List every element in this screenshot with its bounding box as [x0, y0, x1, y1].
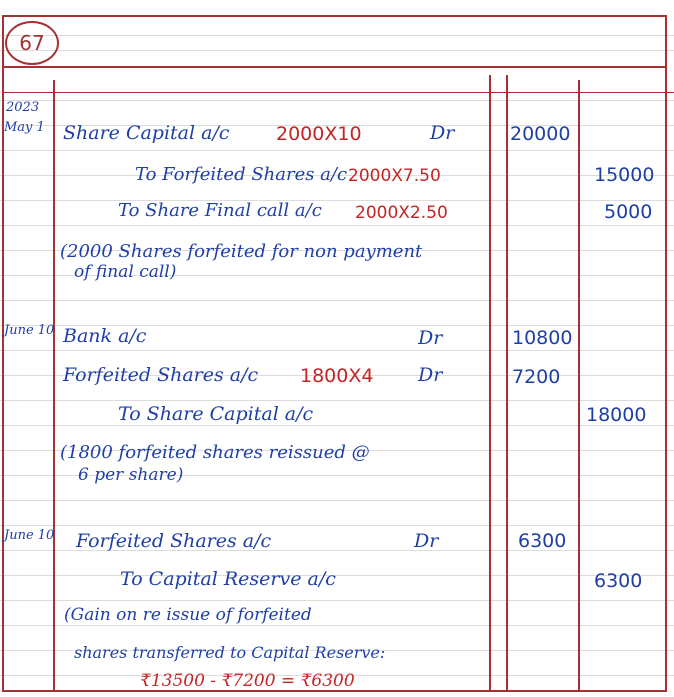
- narration-line: (1800 forfeited shares reissued @: [60, 442, 370, 463]
- debit-credit-rule: [578, 80, 580, 692]
- narration-line: (2000 Shares forfeited for non payment: [60, 241, 423, 262]
- ruled-line: [0, 35, 674, 36]
- ruled-line: [0, 425, 674, 426]
- ruled-line: [0, 525, 674, 526]
- entry-date: May 1: [4, 120, 45, 135]
- narration-line: shares transferred to Capital Reserve:: [74, 643, 386, 662]
- ruled-line: [0, 600, 674, 601]
- entry-account: Share Capital a/c: [63, 122, 230, 144]
- entry-calc: 1800X4: [300, 365, 374, 387]
- credit-amount: 15000: [594, 164, 655, 186]
- credit-amount: 5000: [604, 201, 653, 223]
- credit-amount: 6300: [594, 570, 643, 592]
- entry-calc: 2000X7.50: [348, 166, 441, 186]
- debit-amount: 7200: [512, 366, 561, 388]
- debit-amount: 6300: [518, 530, 567, 552]
- entry-date: June 10: [4, 323, 55, 338]
- narration-calculation: ₹13500 - ₹7200 = ₹6300: [140, 671, 355, 691]
- entry-account: To Share Capital a/c: [118, 403, 314, 425]
- page-number: 67: [19, 31, 45, 55]
- ruled-line: [0, 225, 674, 226]
- ruled-line: [0, 300, 674, 301]
- date-column-rule: [53, 80, 55, 692]
- entry-date: June 10: [4, 528, 55, 543]
- header-rule-thin: [2, 92, 674, 93]
- narration-line: 6 per share): [78, 465, 184, 485]
- narration-line: (Gain on re issue of forfeited: [64, 605, 312, 625]
- entry-account: To Forfeited Shares a/c: [135, 164, 348, 185]
- dr-marker: Dr: [418, 327, 443, 349]
- credit-amount: 18000: [586, 404, 647, 426]
- dr-marker: Dr: [418, 364, 443, 386]
- ruled-line: [0, 500, 674, 501]
- frame-right-rule: [665, 15, 667, 692]
- lf-column-rule-right: [506, 75, 508, 692]
- ruled-line: [0, 100, 674, 101]
- dr-marker: Dr: [430, 122, 455, 144]
- entry-account: Forfeited Shares a/c: [76, 530, 272, 552]
- ruled-line: [0, 575, 674, 576]
- frame-top-rule: [2, 15, 666, 17]
- lf-column-rule-left: [489, 75, 491, 692]
- frame-left-rule: [2, 15, 4, 692]
- ruled-line: [0, 200, 674, 201]
- debit-amount: 20000: [510, 123, 571, 145]
- dr-marker: Dr: [414, 530, 439, 552]
- entry-date-year: 2023: [6, 100, 40, 115]
- entry-calc: 2000X2.50: [355, 203, 448, 223]
- entry-calc: 2000X10: [276, 123, 362, 145]
- ruled-line: [0, 350, 674, 351]
- header-rule: [2, 66, 666, 68]
- ruled-line: [0, 150, 674, 151]
- entry-account: Forfeited Shares a/c: [63, 364, 259, 386]
- entry-account: To Share Final call a/c: [118, 200, 322, 221]
- ruled-line: [0, 50, 674, 51]
- entry-account: Bank a/c: [63, 325, 147, 347]
- narration-line: of final call): [74, 262, 177, 282]
- ruled-line: [0, 625, 674, 626]
- debit-amount: 10800: [512, 327, 573, 349]
- page-number-badge: [5, 21, 59, 65]
- ruled-line: [0, 400, 674, 401]
- entry-account: To Capital Reserve a/c: [120, 568, 336, 590]
